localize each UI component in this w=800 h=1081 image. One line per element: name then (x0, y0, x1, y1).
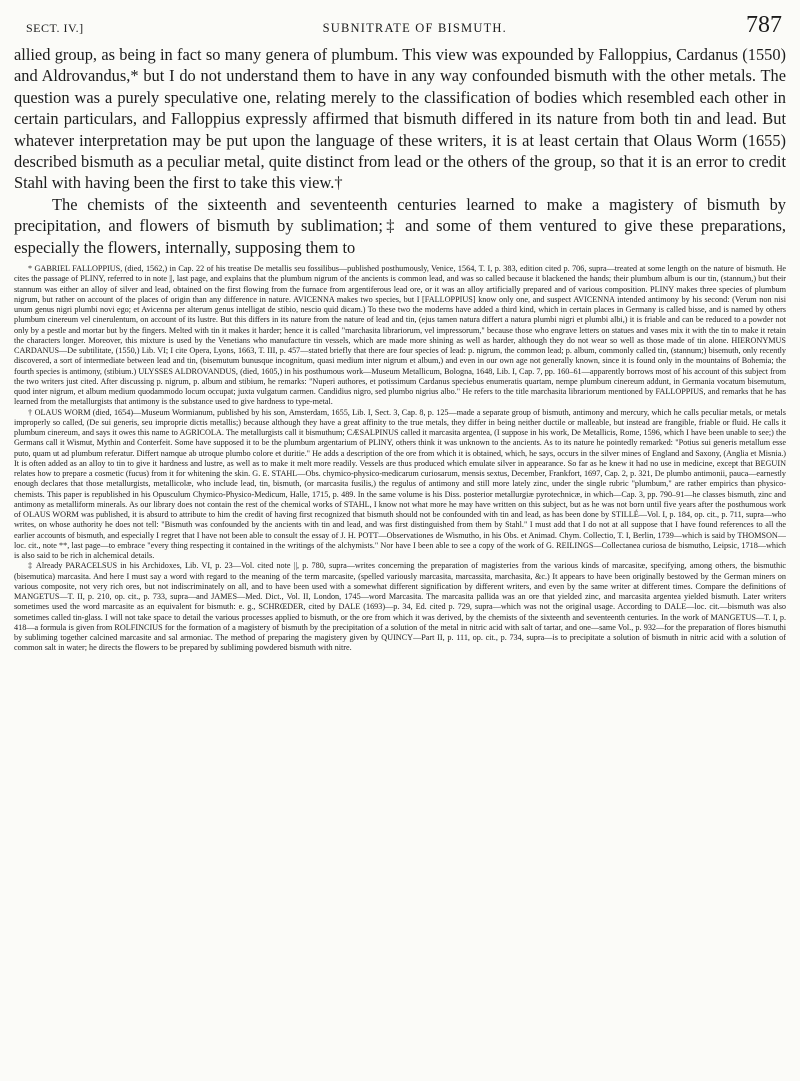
footnotes (14, 264, 786, 654)
body-paragraph: allied group, as being in fact so many genera of plumbum. This view was expounded by Falloppius, Cardanus (1550) and Aldrovandus,* but I do not understand them to have in any way confounded bismuth with the other metals. The question was a purely speculative one, relating merely to the classification of bodies which resembled each other in certain particulars, and Falloppius expressly affirmed that bismuth differed in its nature from both tin and lead. But whatever interpretation may be put upon the language of these writers, it is at least certain that Olaus Worm (1655) described bismuth as a peculiar metal, quite distinct from lead or the others of the group, so that it is an error to credit Stahl with having been the first to take this view.† (14, 45, 786, 193)
footnote: † OLAUS WORM (died, 1654)—Museum Wormianum, published by his son, Amsterdam, 1655, Lib. I, Sect. 3, Cap. 8, p. 125—made a separate group of bismuth, antimony and mercury, which he calls peculiar metals, or metals improperly so called, (De sui generis, seu improprie dictis metallis;) because although they have a great affinity to the true metals, they differ in being neither ductile or malleable, but instead are frangible, friable or fluid. He calls it plumbum cinereum, and says it owes this name to AGRICOLA. The metallurgists call it bismuthum; CÆSALPINUS called it marcasita argentea, (I suppose in his work, De Metallicis, Rome, 1596, which I have been unable to see;) the Germans call it Wismut, Mythin and Conterfeit. Some have supposed it to be the plumbum argentarium of PLINY, others think it was unknown to the ancients. As to its nature he pointedly remarked: "Potius sui generis metallum esse puto, quam ut ad plumbum referatur. Differt namque ab utroque plumbo colore et duritie." He adds a description of the ore from which it is obtained, which, he says, occurs in the silver mines of England and Saxony, (Anglia et Misnia.) It is often added as an alloy to tin to give it hardness and lustre, as well as to make it melt more readily. Vessels are thus produced which emulate silver in appearance. So far as he knew it had no use in medicine, except that BEGUIN relates how to prepare a cosmetic (fucus) from it for whitening the skin. G. E. STAHL—Obs. chymico-physico-medicarum curiosarum, mensis sextus, December, Frankfort, 1697, Cap. 2, p. 321, De plumbo antimonii, pauca—earnestly enough declares that those metallurgists, metallicolæ, who include lead, tin, bismuth, (or marcasita fusilis,) the regulus of antimony and still more lately zinc, under the single rubric "plumbum," are rather empirics than physico-chemists. This paper is republished in his Opusculum Chymico-Physico-Medicum, Halle, 1715, p. 489. In the same volume is his Diss. posterior metallurgiæ pyrotechnicæ, in which—Cap. 3, pp. 790–91—he classes bismuth, zinc and antimony as metalliform minerals. As our library does not contain the rest of the chemical works of STAHL, I know not what more he may have written on this subject, but as he was not born until five years after the posthumous work of OLAUS WORM was published, it is absurd to attribute to him the credit of having first recognized that bismuth should not be confounded with tin and lead, as has been done by STILLÉ—Vol. I, p. 184, op. cit., p. 711, supra—who writes, on whose authority he does not tell: "Bismuth was confounded by the ancients with tin and lead, and was first distinguished from them by Stahl." I must add that I do not at all suppose that I have found references to all the earlier accounts of bismuth, and especially I regret that I have not been able to consult the essay of J. H. POTT—Observationes de Wismutho, in his Obs. et Animad. Chym. Collectio, T. I, Berlin, 1739—which is said by THOMSON—loc. cit., note **, last page—to embrace "every thing respecting it contained in the writings of the alchymists." Nor have I been able to see a copy of the work of G. REILINGS—Collectanea curiosa de bismutho, Leipsic, 1718—which is also said to be rich in alchemical details. (14, 407, 786, 561)
body-text (14, 44, 786, 258)
section-label: SECT. IV.] (26, 21, 84, 35)
body-paragraph: The chemists of the sixteenth and seventeenth centuries learned to make a magistery of bismuth by precipitation, and flowers of bismuth by sublimation;‡ and some of them ventured to give these preparations, especially the flowers, internally, supposing them to (14, 194, 786, 257)
running-title: SUBNITRATE OF BISMUTH. (322, 21, 507, 35)
running-header (14, 14, 786, 40)
footnote: ‡ Already PARACELSUS in his Archidoxes, Lib. VI, p. 23—Vol. cited note ||, p. 780, supra—writes concerning the preparation of magisteries from the various kinds of marcasitæ, specifying, among others, the bismuthic (bisemutica) marcasita. And here I must say a word with regard to the meaning of the term marcasite, (spelled variously marcasita, marcassita, marchasita, &c.) It appears to have been originally bestowed by the German miners on various composite, not very rich ores, but not indiscriminately on all, and to have been used with a somewhat different signification by different writers, and even by the same writer at different times. Compare the definitions of MANGETUS—T. II, p. 210, op. cit., p. 733, supra—and JAMES—Med. Dict., Vol. II, London, 1745—word Marcasita. The marcasita pallida was an ore that yielded zinc, and marcasita argentea yielded bismuth. Later writers sometimes used the word marcasite as an equivalent for bismuth: e. g., SCHRŒDER, cited by DALE (1693)—p. 34, Ed. cited p. 729, supra—which was not the original usage. According to DALE—loc. cit.—bismuth was also sometimes called tin-glass. I will not take space to detail the various processes applied to bismuth, or the ore from which it was derived, by the chemists of the sixteenth and seventeenth centuries. In the work of MANGETUS—T. I, p. 418—a formula is given from ROLFINCIUS for the formation of a magistery of bismuth by the precipitation of a solution of the metal in nitric acid with salt of tartar, and one—same Vol., p. 932—for the preparation of flores bismuthi by subliming together calcined marcasite and sal armoniac. The method of preparing the magistery given by QUINCY—Part II, p. 111, op. cit., p. 734, supra—is to precipitate a solution of bismuth in nitric acid with a solution of common salt in water; he directs the flowers to be prepared by subliming powdered bismuth with nitre. (14, 561, 786, 653)
footnote: * GABRIEL FALLOPPIUS, (died, 1562,) in Cap. 22 of his treatise De metallis seu fossilibus—published posthumously, Venice, 1564, T. I, p. 383, edition cited p. 706, supra—treated at some length on the nature of bismuth. He cites the passage of PLINY, referred to in note ||, last page, and explains that the plumbum nigrum of the ancients is common lead, and was so called because it blackened the hands; their plumbum album is our tin, (stannum,) but their stannum was either an alloy of silver and lead, obtained on the first flowing from the furnace from argentiferous lead ore, or it was an alloy artificially prepared and of various composition. PLINY makes three species of plumbum nigrum, but rather on account of the places of origin than any difference in nature. AVICENNA makes two species, but I [FALLOPPIUS] know only one, and suspect AVICENNA intended antimony by his second: (Verum non nisi unum genus nigri plumbi novi ego; et Avicenna per alterum genus intelligat de stibio, nescio quid dicam.) To these two the moderns have added a third kind, which in certain places in Germany is called bisse, and is named by others plumbum cinereum vel cinerulentum, on account of its lustre. But this differs in its nature from the nature of lead and tin, (ejus tamen natura differt a natura plumbi nigri et plumbi albi,) it is friable and can be reduced to a powder not only by a pestle and mortar but by the fingers. Melted with tin it makes it harder; hence it is called "marchasita librariorum, vel impressorum," because those who engrave letters on statues and vases mix it with the tin to make it retain the characters longer. Moreover, this mixture is used by the Venetians who manufacture tin vessels, which are made more shining as well as harder, although they do not wear so well as those made of tin alone. HIERONYMUS CARDANUS—De subtilitate, (1550,) Lib. VI; I cite Opera, Lyons, 1663, T. III, p. 457—stated briefly that there are four species of lead: p. nigrum, the common lead; p. album, commonly called tin, (stannum;) bisemuth, only recently discovered, a sort of intermediate between lead and tin, (bisemutum bunusque incognitum, quasi medium inter nigrum et album,) and even in our own age not generally known, since it is found only in the mountains of Bohemia; the fourth species is antimony, (stibium.) ULYSSES ALDROVANDUS, (died, 1605,) in his posthumous work—Museum Metallicum, Bologna, 1648, Lib. I, Cap. 7, pp. 160–61—apparently borrows most of his account of this subject from the two writers just cited. After discussing p. nigrum, p. album and stibium, he remarks: "Nuperi authores, et potissimum Cardanus speciebus enumeratis quartam, nempe plumbum cinereum addunt, in Germania vocatum bisemutum, quod inter nigrum, et album medium quodammodo locum occupat; juxta vulgatum carmen. Candidius nigro, sed plumbo nigrius albo." He refers to the title marchasita librariorum mentioned by FALLOPPIUS, and remarks that he has learned from the metallurgists that antimony is the substance used to give hardness to type-metal. (14, 264, 786, 407)
page-number: 787 (746, 12, 782, 38)
